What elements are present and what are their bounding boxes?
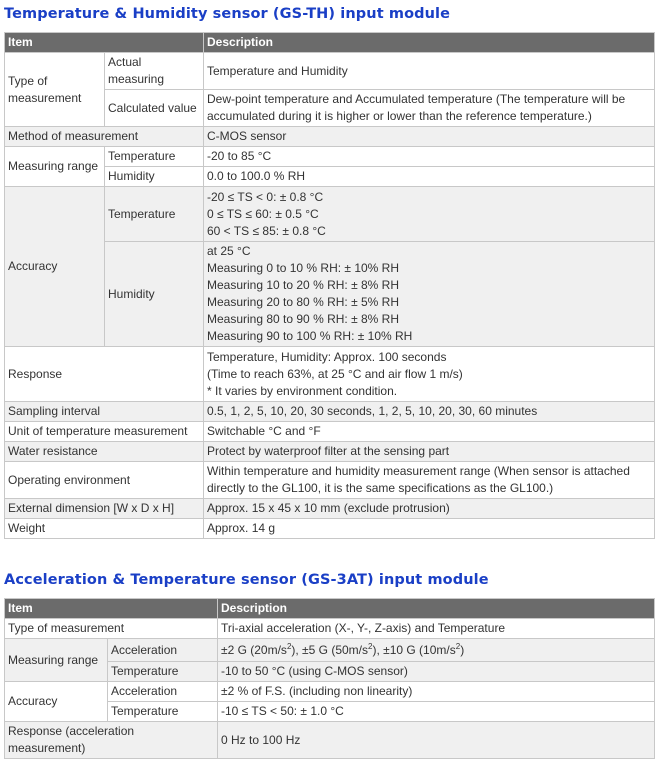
row-label: Weight (5, 519, 204, 539)
row-label: Type of measurement (5, 619, 218, 639)
row-label: Measuring range (5, 147, 105, 187)
row-value (204, 187, 655, 242)
row-sublabel: Temperature (105, 147, 204, 167)
row-sublabel: Humidity (105, 242, 204, 347)
header-description: Description (204, 33, 655, 53)
row-value: Tri-axial acceleration (X-, Y-, Z-axis) and Temperature (218, 619, 655, 639)
superscript: 2 (286, 641, 292, 651)
value-line: -20 ≤ TS < 0: ± 0.8 °C (207, 189, 324, 204)
row-label: External dimension [W x D x H] (5, 499, 204, 519)
row-value (218, 639, 655, 662)
row-value: Temperature and Humidity (204, 53, 655, 90)
table-row (5, 127, 655, 147)
row-value: C-MOS sensor (204, 127, 655, 147)
table-row (5, 499, 655, 519)
row-label: Water resistance (5, 442, 204, 462)
table-row (5, 639, 655, 662)
row-label: Operating environment (5, 462, 204, 499)
value-line: (Time to reach 63%, at 25 °C and air flow 1 m/s) (207, 366, 463, 381)
row-sublabel: Acceleration (108, 682, 218, 702)
value-line: Measuring 90 to 100 % RH: ± 10% RH (207, 329, 413, 343)
table-row (5, 422, 655, 442)
value-text: ), ±5 G (50m/s (291, 642, 368, 657)
table-row (5, 53, 655, 90)
header-item: Item (5, 599, 218, 619)
row-value: 0 Hz to 100 Hz (218, 722, 655, 759)
value-text: ) (460, 642, 465, 657)
row-label: Response (5, 347, 204, 402)
table-row (5, 187, 655, 242)
row-sublabel: Actual measuring (105, 53, 204, 90)
row-label: Measuring range (5, 639, 108, 682)
table-row (5, 442, 655, 462)
row-value: Within temperature and humidity measurement range (When sensor is attached directly to the GL100, it is the same specifications as the GL100.) (204, 462, 655, 499)
superscript: 2 (368, 641, 373, 651)
value-line: at 25 °C (207, 244, 251, 258)
row-value: 0.5, 1, 2, 5, 10, 20, 30 seconds, 1, 2, 5, 10, 20, 30, 60 minutes (204, 402, 655, 422)
row-sublabel: Temperature (108, 662, 218, 682)
gs-3at-spec-table (4, 598, 655, 759)
table-row (5, 347, 655, 402)
row-label: Unit of temperature measurement (5, 422, 204, 442)
row-label: Type of measurement (5, 53, 105, 127)
row-value: Protect by waterproof filter at the sensing part (204, 442, 655, 462)
value-line: 0 ≤ TS ≤ 60: ± 0.5 °C (207, 206, 319, 221)
section-title-gs-th: Temperature & Humidity sensor (GS-TH) input module (4, 6, 451, 22)
value-text: ), ±10 G (10m/s (372, 642, 456, 657)
row-value: -20 to 85 °C (204, 147, 655, 167)
table-row (5, 619, 655, 639)
row-value (204, 347, 655, 402)
header-item: Item (5, 33, 204, 53)
value-line: * It varies by environment condition. (207, 383, 398, 398)
row-sublabel: Temperature (108, 702, 218, 722)
table-row (5, 462, 655, 499)
row-sublabel: Temperature (105, 187, 204, 242)
table-row (5, 147, 655, 167)
row-value (204, 242, 655, 347)
value-line: Measuring 0 to 10 % RH: ± 10% RH (207, 261, 399, 275)
row-value: Approx. 14 g (204, 519, 655, 539)
row-label: Response (acceleration measurement) (5, 722, 218, 759)
row-value: 0.0 to 100.0 % RH (204, 167, 655, 187)
row-value: Approx. 15 x 45 x 10 mm (exclude protrusion) (204, 499, 655, 519)
table-row (5, 402, 655, 422)
row-sublabel: Calculated value (105, 90, 204, 127)
row-label: Sampling interval (5, 402, 204, 422)
row-value: ±2 % of F.S. (including non linearity) (218, 682, 655, 702)
row-value: -10 ≤ TS < 50: ± 1.0 °C (218, 702, 655, 722)
table-row (5, 722, 655, 759)
table-header (5, 599, 655, 619)
row-sublabel: Humidity (105, 167, 204, 187)
superscript: 2 (455, 641, 461, 651)
value-line: 60 < TS ≤ 85: ± 0.8 °C (207, 223, 326, 238)
value-line: Measuring 10 to 20 % RH: ± 8% RH (207, 278, 399, 292)
row-label: Accuracy (5, 682, 108, 722)
section-title-gs-3at: Acceleration & Temperature sensor (GS-3AT) input module (4, 572, 489, 588)
row-label: Method of measurement (5, 127, 204, 147)
header-description: Description (218, 599, 655, 619)
gs-th-spec-table (4, 32, 655, 539)
row-value: -10 to 50 °C (using C-MOS sensor) (218, 662, 655, 682)
row-value: Switchable °C and °F (204, 422, 655, 442)
value-line: Measuring 80 to 90 % RH: ± 8% RH (207, 312, 399, 326)
value-line: Measuring 20 to 80 % RH: ± 5% RH (207, 295, 399, 309)
row-value: Dew-point temperature and Accumulated temperature (The temperature will be accumulated during it is higher or lower than the reference temperature.) (204, 90, 655, 127)
row-sublabel: Acceleration (108, 639, 218, 662)
table-row (5, 519, 655, 539)
value-line: Temperature, Humidity: Approx. 100 seconds (207, 349, 447, 364)
table-header (5, 33, 655, 53)
table-row (5, 682, 655, 702)
value-text: ±2 G (20m/s (221, 642, 287, 657)
row-label: Accuracy (5, 187, 105, 347)
